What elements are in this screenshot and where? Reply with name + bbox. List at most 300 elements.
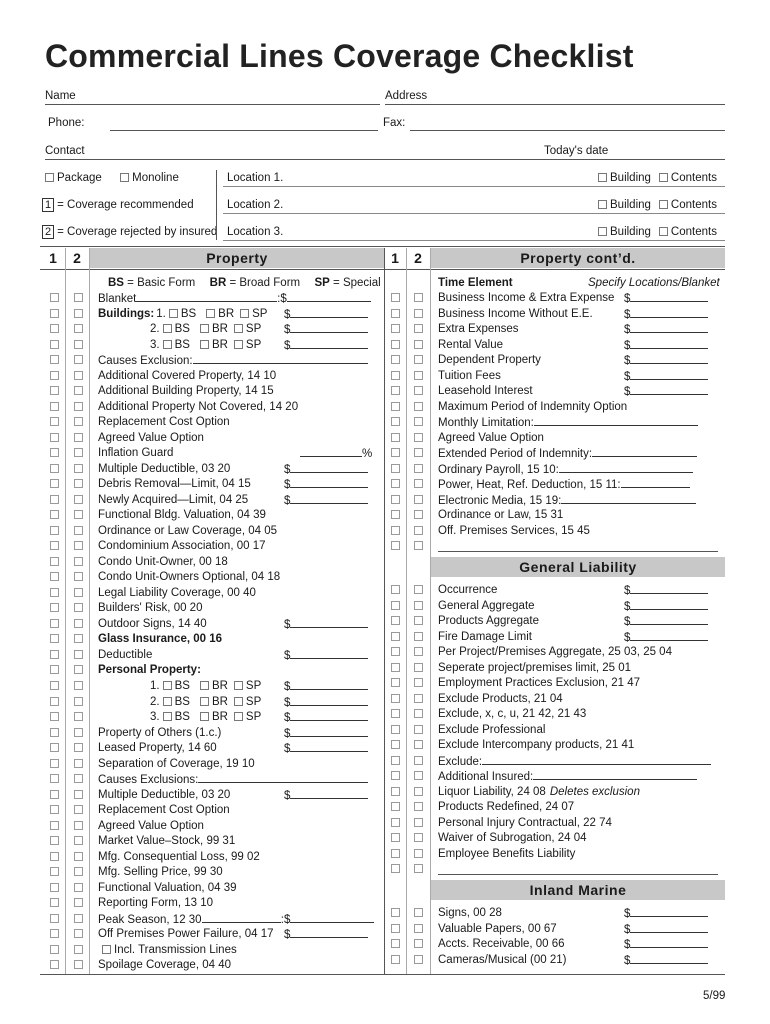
checklist-item	[438, 353, 718, 368]
fill-in-line[interactable]	[592, 446, 697, 457]
recommended-checkbox[interactable]	[50, 588, 59, 597]
sp-checkbox[interactable]	[234, 712, 243, 721]
sp-checkbox[interactable]	[234, 340, 243, 349]
rejected-checkbox[interactable]	[414, 756, 423, 765]
recommended-checkbox[interactable]	[50, 417, 59, 426]
recommended-checkbox[interactable]	[50, 448, 59, 457]
recommended-checkbox[interactable]	[50, 572, 59, 581]
rejected-checkbox[interactable]	[414, 740, 423, 749]
recommended-checkbox[interactable]	[391, 479, 400, 488]
name-label: Name	[45, 90, 76, 102]
address-field[interactable]	[385, 104, 725, 105]
recommended-checkbox[interactable]	[391, 802, 400, 811]
amount-line[interactable]	[630, 937, 708, 948]
checklist-item	[98, 539, 378, 554]
contact-field[interactable]	[45, 159, 535, 160]
item-label: Personal Injury Contractual, 22 74	[438, 816, 612, 829]
form-options	[150, 695, 261, 709]
recommended-checkbox[interactable]	[50, 945, 59, 954]
rejected-checkbox[interactable]	[74, 774, 83, 783]
item-label: Ordinance or Law, 15 31	[438, 509, 564, 522]
recommended-checkbox[interactable]	[50, 665, 59, 674]
recommended-checkbox[interactable]	[391, 833, 400, 842]
transmission-lines-checkbox[interactable]	[102, 945, 111, 954]
amount-line[interactable]	[290, 617, 368, 628]
item-label: Rental Value	[438, 338, 503, 351]
percent-line[interactable]	[300, 446, 362, 457]
rejected-checkbox[interactable]	[414, 924, 423, 933]
recommended-checkbox[interactable]	[50, 510, 59, 519]
sp-checkbox[interactable]	[234, 697, 243, 706]
amount-field	[284, 710, 368, 725]
recommended-checkbox[interactable]	[50, 852, 59, 861]
recommended-checkbox[interactable]	[50, 309, 59, 318]
item-label: Builders' Risk, 00 20	[98, 602, 203, 615]
fill-in-line[interactable]	[559, 462, 693, 473]
bs-checkbox[interactable]	[163, 697, 172, 706]
rejected-checkbox[interactable]	[414, 818, 423, 827]
amount-line[interactable]	[630, 338, 708, 349]
rejected-checkbox[interactable]	[414, 340, 423, 349]
rejected-checkbox[interactable]	[74, 867, 83, 876]
fill-in-line[interactable]	[534, 415, 698, 426]
fill-in-line[interactable]	[202, 912, 281, 923]
recommended-checkbox[interactable]	[391, 787, 400, 796]
right-col-1-header: 1	[391, 250, 399, 266]
br-checkbox[interactable]	[200, 324, 209, 333]
item-label: Condo Unit-Owner, 00 18	[98, 555, 228, 568]
bs-checkbox[interactable]	[163, 340, 172, 349]
building-label: Building	[610, 172, 651, 184]
rejected-checkbox[interactable]	[74, 479, 83, 488]
amount-line[interactable]	[290, 307, 368, 318]
amount-line[interactable]	[290, 912, 374, 923]
rejected-checkbox[interactable]	[74, 464, 83, 473]
br-checkbox[interactable]	[200, 340, 209, 349]
recommended-checkbox[interactable]	[50, 526, 59, 535]
amount-line[interactable]	[290, 741, 368, 752]
rejected-checkbox[interactable]	[74, 945, 83, 954]
rejected-checkbox[interactable]	[74, 588, 83, 597]
bs-checkbox[interactable]	[163, 712, 172, 721]
recommended-checkbox[interactable]	[391, 355, 400, 364]
blank-line[interactable]	[438, 551, 718, 552]
rejected-checkbox[interactable]	[74, 448, 83, 457]
rejected-checkbox[interactable]	[414, 663, 423, 672]
recommended-checkbox[interactable]	[50, 867, 59, 876]
rejected-checkbox[interactable]	[414, 433, 423, 442]
blank-line[interactable]	[438, 874, 718, 875]
recommended-checkbox[interactable]	[391, 402, 400, 411]
rejected-checkbox[interactable]	[414, 802, 423, 811]
recommended-checkbox[interactable]	[391, 433, 400, 442]
recommended-checkbox[interactable]	[391, 709, 400, 718]
rejected-checkbox[interactable]	[74, 728, 83, 737]
amount-line[interactable]	[287, 291, 371, 302]
rejected-checkbox[interactable]	[74, 541, 83, 550]
recommended-checkbox[interactable]	[391, 756, 400, 765]
recommended-checkbox[interactable]	[50, 743, 59, 752]
checklist-item	[438, 831, 718, 846]
rejected-checkbox[interactable]	[414, 402, 423, 411]
rejected-checkbox[interactable]	[74, 650, 83, 659]
building-checkbox[interactable]	[598, 227, 607, 236]
rejected-checkbox[interactable]	[414, 864, 423, 873]
amount-line[interactable]	[630, 353, 708, 364]
rejected-checkbox[interactable]	[74, 371, 83, 380]
recommended-checkbox[interactable]	[50, 355, 59, 364]
rejected-checkbox[interactable]	[414, 585, 423, 594]
fill-in-line[interactable]	[198, 772, 368, 783]
amount-line[interactable]	[630, 599, 708, 610]
rejected-checkbox[interactable]	[414, 771, 423, 780]
recommended-checkbox[interactable]	[391, 818, 400, 827]
rejected-checkbox[interactable]	[74, 402, 83, 411]
checklist-item	[438, 431, 718, 446]
amount-field	[284, 493, 368, 508]
rejected-checkbox[interactable]	[74, 340, 83, 349]
rejected-checkbox[interactable]	[74, 417, 83, 426]
recommended-checkbox[interactable]	[50, 324, 59, 333]
recommended-checkbox[interactable]	[391, 541, 400, 550]
amount-line[interactable]	[290, 726, 368, 737]
checklist-item	[98, 617, 378, 632]
recommended-checkbox[interactable]	[50, 495, 59, 504]
amount-line[interactable]	[630, 630, 708, 641]
rejected-checkbox[interactable]	[74, 914, 83, 923]
rejected-checkbox[interactable]	[414, 293, 423, 302]
recommended-checkbox[interactable]	[50, 650, 59, 659]
recommended-checkbox[interactable]	[50, 681, 59, 690]
recommended-checkbox[interactable]	[50, 728, 59, 737]
rejected-checkbox[interactable]	[414, 464, 423, 473]
rejected-checkbox[interactable]	[74, 355, 83, 364]
contents-checkbox[interactable]	[659, 173, 668, 182]
amount-line[interactable]	[290, 338, 368, 349]
recommended-checkbox[interactable]	[50, 960, 59, 969]
br-checkbox[interactable]	[200, 697, 209, 706]
recommended-checkbox[interactable]	[391, 849, 400, 858]
fill-in-line[interactable]	[533, 769, 697, 780]
recommended-checkbox[interactable]	[391, 340, 400, 349]
checklist-item	[98, 958, 378, 973]
amount-line[interactable]	[290, 493, 368, 504]
recommended-checkbox[interactable]	[50, 759, 59, 768]
contents-checkbox[interactable]	[659, 227, 668, 236]
item-label: Functional Valuation, 04 39	[98, 881, 237, 894]
recommended-checkbox[interactable]	[391, 371, 400, 380]
rejected-checkbox[interactable]	[414, 725, 423, 734]
package-checkbox[interactable]	[45, 173, 54, 182]
rejected-checkbox[interactable]	[414, 939, 423, 948]
recommended-checkbox[interactable]	[391, 417, 400, 426]
dollar-sign: $	[624, 908, 631, 920]
recommended-checkbox[interactable]	[391, 510, 400, 519]
recommended-checkbox[interactable]	[391, 448, 400, 457]
rejected-checkbox[interactable]	[414, 526, 423, 535]
rejected-checkbox[interactable]	[74, 309, 83, 318]
recommended-checkbox[interactable]	[50, 619, 59, 628]
building-label: Building	[610, 226, 651, 238]
recommended-checkbox[interactable]	[50, 929, 59, 938]
item-label: Employment Practices Exclusion, 21 47	[438, 677, 640, 690]
recommended-checkbox[interactable]	[391, 293, 400, 302]
rejected-checkbox[interactable]	[74, 433, 83, 442]
recommended-checkbox[interactable]	[391, 864, 400, 873]
amount-line[interactable]	[630, 583, 708, 594]
recommended-checkbox[interactable]	[50, 634, 59, 643]
phone-field[interactable]	[110, 130, 378, 131]
amount-line[interactable]	[290, 477, 368, 488]
rejected-checkbox[interactable]	[74, 790, 83, 799]
recommended-checkbox[interactable]	[391, 585, 400, 594]
rejected-checkbox[interactable]	[414, 833, 423, 842]
rejected-checkbox[interactable]	[414, 324, 423, 333]
fill-in-line[interactable]	[482, 754, 711, 765]
recommended-checkbox[interactable]	[391, 694, 400, 703]
recommended-checkbox[interactable]	[50, 386, 59, 395]
rejected-checkbox[interactable]	[414, 601, 423, 610]
rejected-checkbox[interactable]	[74, 572, 83, 581]
recommended-checkbox[interactable]	[391, 678, 400, 687]
recommended-checkbox[interactable]	[391, 771, 400, 780]
rejected-checkbox[interactable]	[74, 557, 83, 566]
recommended-checkbox[interactable]	[391, 924, 400, 933]
recommended-checkbox[interactable]	[50, 433, 59, 442]
rejected-checkbox[interactable]	[414, 309, 423, 318]
fill-in-line[interactable]	[621, 477, 691, 488]
contents-checkbox[interactable]	[659, 200, 668, 209]
dollar-sign: $	[284, 681, 291, 693]
amount-line[interactable]	[290, 679, 368, 690]
fill-in-line[interactable]	[561, 493, 695, 504]
dollar-sign: $	[624, 631, 631, 644]
rejected-checkbox[interactable]	[414, 709, 423, 718]
policy-type-row	[45, 172, 179, 184]
rejected-checkbox[interactable]	[414, 355, 423, 364]
recommended-checkbox[interactable]	[391, 663, 400, 672]
amount-line[interactable]	[630, 369, 708, 380]
sp-checkbox[interactable]	[234, 324, 243, 333]
checklist-item	[98, 927, 378, 942]
monoline-checkbox[interactable]	[120, 173, 129, 182]
br-checkbox[interactable]	[206, 309, 215, 318]
rejected-checkbox[interactable]	[74, 495, 83, 504]
checklist-item	[438, 291, 718, 306]
fill-in-line[interactable]	[193, 353, 369, 364]
table-bottom-rule	[40, 974, 725, 975]
rejected-checkbox[interactable]	[74, 960, 83, 969]
rejected-checkbox[interactable]	[74, 759, 83, 768]
recommended-checkbox[interactable]	[391, 616, 400, 625]
rejected-checkbox[interactable]	[74, 743, 83, 752]
recommended-checkbox[interactable]	[50, 603, 59, 612]
rejected-checkbox[interactable]	[414, 694, 423, 703]
amount-line[interactable]	[290, 322, 368, 333]
rejected-checkbox[interactable]	[414, 417, 423, 426]
rejected-checkbox[interactable]	[74, 386, 83, 395]
rejected-checkbox[interactable]	[414, 632, 423, 641]
amount-line[interactable]	[290, 710, 368, 721]
rejected-checkbox[interactable]	[414, 787, 423, 796]
item-label: Electronic Media, 15 19:	[438, 494, 562, 507]
recommended-checkbox[interactable]	[50, 883, 59, 892]
recommended-checkbox[interactable]	[50, 557, 59, 566]
rejected-checkbox[interactable]	[414, 541, 423, 550]
amount-line[interactable]	[630, 322, 708, 333]
item-label: Inflation Guard	[98, 447, 174, 460]
checklist-item	[98, 896, 378, 911]
rejected-checkbox[interactable]	[414, 955, 423, 964]
recommended-checkbox[interactable]	[50, 790, 59, 799]
recommended-checkbox[interactable]	[50, 898, 59, 907]
dollar-sign: $	[284, 339, 291, 352]
amount-line[interactable]	[630, 307, 708, 318]
rejected-checkbox[interactable]	[74, 634, 83, 643]
amount-line[interactable]	[290, 462, 368, 473]
recommended-checkbox[interactable]	[50, 479, 59, 488]
rejected-checkbox[interactable]	[414, 908, 423, 917]
rejected-checkbox[interactable]	[74, 681, 83, 690]
dollar-sign: $	[624, 616, 631, 629]
amount-line[interactable]	[630, 906, 708, 917]
rejected-checkbox[interactable]	[74, 697, 83, 706]
recommended-checkbox[interactable]	[50, 371, 59, 380]
amount-line[interactable]	[290, 788, 368, 799]
name-field[interactable]	[45, 104, 380, 105]
recommended-checkbox[interactable]	[50, 914, 59, 923]
recommended-checkbox[interactable]	[50, 697, 59, 706]
sp-label: SP	[245, 695, 262, 708]
recommended-checkbox[interactable]	[50, 774, 59, 783]
recommended-checkbox[interactable]	[391, 632, 400, 641]
building-checkbox[interactable]	[598, 173, 607, 182]
checklist-item	[438, 953, 718, 968]
recommended-checkbox[interactable]	[50, 340, 59, 349]
br-checkbox[interactable]	[200, 712, 209, 721]
bs-checkbox[interactable]	[163, 681, 172, 690]
item-label: Off Premises Power Failure, 04 17	[98, 928, 274, 941]
recommended-checkbox[interactable]	[50, 541, 59, 550]
rejected-checkbox[interactable]	[414, 678, 423, 687]
amount-line[interactable]	[630, 384, 708, 395]
rejected-checkbox[interactable]	[74, 324, 83, 333]
sp-checkbox[interactable]	[240, 309, 249, 318]
rejected-checkbox[interactable]	[74, 603, 83, 612]
time-element-note: Specify Locations/Blanket	[588, 277, 720, 289]
recommended-checkbox[interactable]	[391, 386, 400, 395]
rejected-checkbox[interactable]	[74, 510, 83, 519]
recommended-checkbox[interactable]	[50, 402, 59, 411]
bs-checkbox[interactable]	[163, 324, 172, 333]
item-label: Functional Bldg. Valuation, 04 39	[98, 509, 266, 522]
recommended-checkbox[interactable]	[391, 601, 400, 610]
amount-line[interactable]	[290, 648, 368, 659]
rejected-checkbox[interactable]	[74, 852, 83, 861]
location-options	[598, 199, 717, 211]
checklist-item	[98, 881, 378, 896]
rejected-checkbox[interactable]	[74, 619, 83, 628]
amount-line[interactable]	[630, 291, 708, 302]
sp-abbr: SP	[314, 277, 330, 289]
rejected-checkbox[interactable]	[74, 929, 83, 938]
recommended-checkbox[interactable]	[391, 495, 400, 504]
rejected-checkbox[interactable]	[414, 495, 423, 504]
recommended-checkbox[interactable]	[50, 821, 59, 830]
recommended-checkbox[interactable]	[50, 293, 59, 302]
amount-line[interactable]	[630, 614, 708, 625]
rejected-checkbox[interactable]	[414, 371, 423, 380]
recommended-checkbox[interactable]	[50, 464, 59, 473]
rejected-checkbox[interactable]	[414, 849, 423, 858]
rejected-checkbox[interactable]	[74, 883, 83, 892]
rejected-checkbox[interactable]	[74, 805, 83, 814]
inland-marine-header: Inland Marine	[431, 880, 725, 900]
recommended-checkbox[interactable]	[391, 309, 400, 318]
checklist-item	[98, 679, 378, 694]
building-checkbox[interactable]	[598, 200, 607, 209]
recommended-checkbox[interactable]	[50, 805, 59, 814]
monoline-label: Monoline	[132, 172, 179, 184]
checklist-item	[98, 400, 378, 415]
amount-field	[284, 726, 368, 741]
location-number: 2.	[150, 695, 160, 708]
recommended-checkbox[interactable]	[391, 939, 400, 948]
recommended-checkbox[interactable]	[391, 464, 400, 473]
rejected-checkbox[interactable]	[74, 526, 83, 535]
sp-checkbox[interactable]	[234, 681, 243, 690]
fill-in-line[interactable]	[136, 291, 277, 302]
br-checkbox[interactable]	[200, 681, 209, 690]
bs-checkbox[interactable]	[169, 309, 178, 318]
amount-line[interactable]	[630, 922, 708, 933]
rejected-checkbox[interactable]	[74, 898, 83, 907]
rejected-checkbox[interactable]	[414, 386, 423, 395]
checklist-item	[98, 803, 378, 818]
item-label: Replacement Cost Option	[98, 804, 230, 817]
recommended-checkbox[interactable]	[391, 955, 400, 964]
rejected-checkbox[interactable]	[74, 836, 83, 845]
recommended-checkbox[interactable]	[50, 836, 59, 845]
recommended-checkbox[interactable]	[391, 725, 400, 734]
recommended-checkbox[interactable]	[50, 712, 59, 721]
rejected-checkbox[interactable]	[414, 616, 423, 625]
rejected-checkbox[interactable]	[74, 821, 83, 830]
rejected-checkbox[interactable]	[414, 448, 423, 457]
amount-line[interactable]	[630, 953, 708, 964]
fax-field[interactable]	[410, 130, 725, 131]
item-label: Leased Property, 14 60	[98, 742, 217, 755]
location-label: Location 2.	[227, 199, 284, 211]
rejected-checkbox[interactable]	[414, 479, 423, 488]
rejected-checkbox[interactable]	[414, 510, 423, 519]
rejected-checkbox[interactable]	[414, 647, 423, 656]
recommended-checkbox[interactable]	[391, 526, 400, 535]
recommended-checkbox[interactable]	[391, 908, 400, 917]
rejected-checkbox[interactable]	[74, 712, 83, 721]
checklist-item	[98, 524, 378, 539]
recommended-checkbox[interactable]	[391, 324, 400, 333]
todays-date-field[interactable]	[535, 159, 725, 160]
rejected-checkbox[interactable]	[74, 665, 83, 674]
recommended-checkbox[interactable]	[391, 740, 400, 749]
amount-line[interactable]	[290, 927, 368, 938]
location-number: 2.	[150, 323, 160, 336]
recommended-checkbox[interactable]	[391, 647, 400, 656]
amount-field	[624, 338, 708, 353]
rejected-checkbox[interactable]	[74, 293, 83, 302]
amount-line[interactable]	[290, 695, 368, 706]
